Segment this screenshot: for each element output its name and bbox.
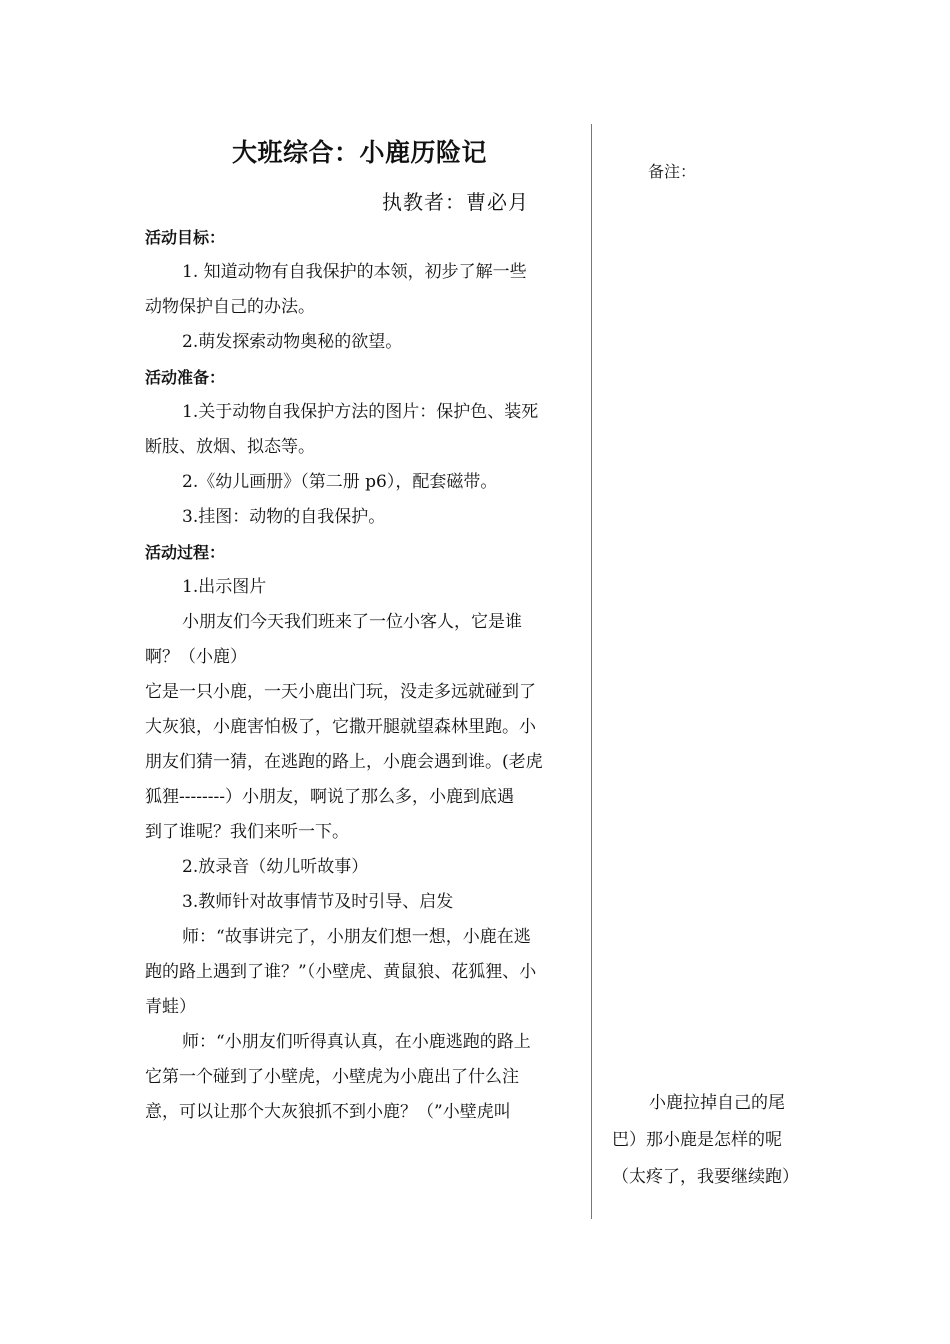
process-line: 意，可以让那个大灰狼抓不到小鹿？（”小壁虎叫 xyxy=(145,1102,511,1122)
column-divider xyxy=(591,124,592,1219)
process-line: 它第一个碰到了小壁虎，小壁虎为小鹿出了什么注 xyxy=(145,1067,519,1087)
goal-line: 1. 知道动物有自我保护的本领，初步了解一些 xyxy=(182,262,527,282)
prep-line: 3.挂图：动物的自我保护。 xyxy=(182,507,386,527)
process-line: 3.教师针对故事情节及时引导、启发 xyxy=(182,892,454,912)
process-line: 大灰狼，小鹿害怕极了，它撒开腿就望森林里跑。小 xyxy=(145,717,536,737)
process-line: 1.出示图片 xyxy=(182,577,267,597)
side-note xyxy=(612,1085,812,1196)
side-note-line: （太疼了，我要继续跑） xyxy=(612,1167,799,1187)
process-line: 它是一只小鹿，一天小鹿出门玩，没走多远就碰到了 xyxy=(145,682,536,702)
prep-line: 断肢、放烟、拟态等。 xyxy=(145,437,315,457)
process-line: 到了谁呢？我们来听一下。 xyxy=(145,822,349,842)
side-note-line: 巴）那小鹿是怎样的呢 xyxy=(612,1130,782,1150)
goal-line: 2.萌发探索动物奥秘的欲望。 xyxy=(182,332,403,352)
goal-line: 动物保护自己的办法。 xyxy=(145,297,315,317)
side-note-line: 小鹿拉掉自己的尾 xyxy=(649,1093,785,1113)
notes-label: 备注： xyxy=(648,162,697,181)
prep-line: 1.关于动物自我保护方法的图片：保护色、装死 xyxy=(182,402,539,422)
section-heading-preparation: 活动准备： xyxy=(145,368,226,387)
process-line: 狐狸--------）小朋友，啊说了那么多，小鹿到底遇 xyxy=(145,787,514,807)
process-line: 跑的路上遇到了谁？”（小壁虎、黄鼠狼、花狐狸、小 xyxy=(145,962,537,982)
process-line: 师：“故事讲完了，小朋友们想一想，小鹿在逃 xyxy=(182,927,531,947)
process-line: 小朋友们今天我们班来了一位小客人，它是谁 xyxy=(182,612,522,632)
process-line: 师：“小朋友们听得真认真，在小鹿逃跑的路上 xyxy=(182,1032,531,1052)
process-line: 2.放录音（幼儿听故事） xyxy=(182,857,369,877)
main-column xyxy=(145,220,577,1130)
process-line: 青蛙） xyxy=(145,997,196,1017)
section-heading-goals: 活动目标： xyxy=(145,228,226,247)
process-line: 朋友们猜一猜，在逃跑的路上，小鹿会遇到谁。(老虎 xyxy=(145,752,543,772)
document-title: 大班综合：小鹿历险记 xyxy=(232,138,488,167)
section-heading-process: 活动过程： xyxy=(145,543,226,562)
teacher-name: 执教者：曹必月 xyxy=(382,190,529,214)
process-line: 啊？（小鹿） xyxy=(145,647,247,667)
prep-line: 2.《幼儿画册》（第二册 p6），配套磁带。 xyxy=(182,472,498,492)
